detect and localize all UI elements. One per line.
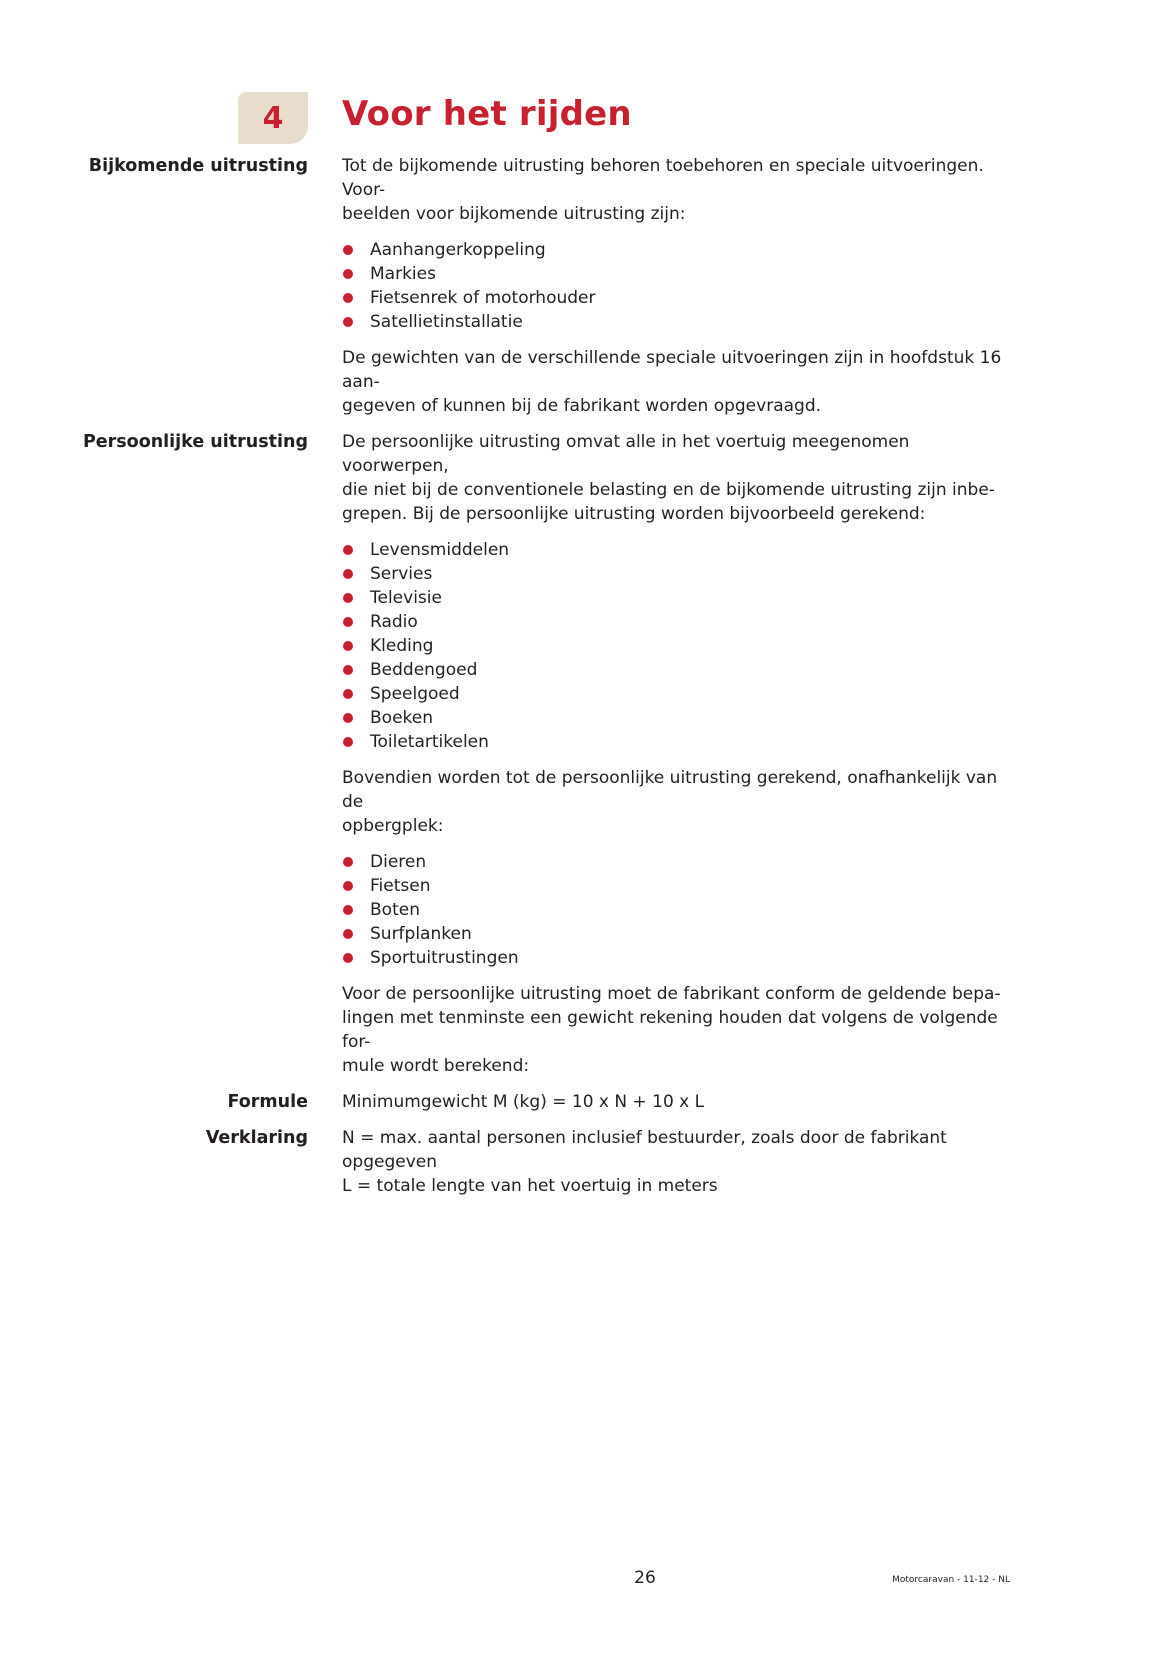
- list-item: Toiletartikelen: [342, 730, 1012, 754]
- section-formule: [0, 1090, 1166, 1114]
- section-body: [342, 1090, 1012, 1114]
- chapter-number-tab: [238, 92, 308, 144]
- bullet-list: [342, 538, 1012, 754]
- bullet-list: [342, 238, 1012, 334]
- section-body: [342, 154, 1012, 418]
- list-item: Dieren: [342, 850, 1012, 874]
- list-item: Satellietinstallatie: [342, 310, 1012, 334]
- text-line: Tot de bijkomende uitrusting behoren toebehoren en speciale uitvoeringen. Voor-: [342, 156, 984, 200]
- bullet-icon: [343, 569, 353, 579]
- bullet-icon: [343, 953, 353, 963]
- section-verklaring: [0, 1126, 1166, 1198]
- text-line: De gewichten van de verschillende speciale uitvoeringen zijn in hoofdstuk 16 aan-: [342, 348, 1002, 392]
- list-item: Boeken: [342, 706, 1012, 730]
- bullet-icon: [343, 713, 353, 723]
- text-line: Bovendien worden tot de persoonlijke uitrusting gerekend, onafhankelijk van de: [342, 768, 998, 812]
- section-label: Verklaring: [205, 1128, 308, 1148]
- bullet-list: [342, 850, 1012, 970]
- text-line: die niet bij de conventionele belasting en de bijkomende uitrusting zijn inbe-: [342, 480, 995, 500]
- list-item: Aanhangerkoppeling: [342, 238, 1012, 262]
- bullet-icon: [343, 545, 353, 555]
- text-line: gegeven of kunnen bij de fabrikant worden opgevraagd.: [342, 396, 822, 416]
- section-persoonlijke-uitrusting: [0, 430, 1166, 1078]
- text-line: Voor de persoonlijke uitrusting moet de fabrikant conform de geldende bepa-: [342, 984, 1001, 1004]
- bullet-icon: [343, 617, 353, 627]
- list-item: Televisie: [342, 586, 1012, 610]
- bullet-icon: [343, 857, 353, 867]
- text-line: mule wordt berekend:: [342, 1056, 530, 1076]
- list-item: Beddengoed: [342, 658, 1012, 682]
- list-item: Fietsenrek of motorhouder: [342, 286, 1012, 310]
- list-item: Surfplanken: [342, 922, 1012, 946]
- bullet-icon: [343, 269, 353, 279]
- section-label: Persoonlijke uitrusting: [82, 432, 308, 452]
- text-line: L = totale lengte van het voertuig in meters: [342, 1176, 718, 1196]
- bullet-icon: [343, 641, 353, 651]
- bullet-icon: [343, 689, 353, 699]
- list-item: Markies: [342, 262, 1012, 286]
- list-item: Kleding: [342, 634, 1012, 658]
- paragraph: [342, 430, 1012, 526]
- text-line: N = max. aantal personen inclusief bestuurder, zoals door de fabrikant opgegeven: [342, 1128, 947, 1172]
- list-item: Sportuitrustingen: [342, 946, 1012, 970]
- section-label: Bijkomende uitrusting: [88, 156, 308, 176]
- chapter-number: 4: [262, 100, 284, 136]
- section-body: [342, 1126, 1012, 1198]
- list-item: Speelgoed: [342, 682, 1012, 706]
- document-id: Motorcaravan - 11-12 - NL: [892, 1575, 1010, 1585]
- text-line: De persoonlijke uitrusting omvat alle in het voertuig meegenomen voorwerpen,: [342, 432, 910, 476]
- text-line: grepen. Bij de persoonlijke uitrusting worden bijvoorbeeld gerekend:: [342, 504, 926, 524]
- list-item: Fietsen: [342, 874, 1012, 898]
- list-item: Levensmiddelen: [342, 538, 1012, 562]
- bullet-icon: [343, 665, 353, 675]
- section-bijkomende-uitrusting: [0, 154, 1166, 418]
- bullet-icon: [343, 317, 353, 327]
- list-item: Boten: [342, 898, 1012, 922]
- bullet-icon: [343, 881, 353, 891]
- text-line: beelden voor bijkomende uitrusting zijn:: [342, 204, 686, 224]
- chapter-title: Voor het rijden: [342, 94, 632, 134]
- section-body: [342, 430, 1012, 1078]
- bullet-icon: [343, 737, 353, 747]
- paragraph: [342, 346, 1012, 418]
- text-line: lingen met tenminste een gewicht rekening houden dat volgens de volgende for-: [342, 1008, 998, 1052]
- text-line: opbergplek:: [342, 816, 444, 836]
- bullet-icon: [343, 293, 353, 303]
- bullet-icon: [343, 593, 353, 603]
- list-item: Servies: [342, 562, 1012, 586]
- paragraph: [342, 766, 1012, 838]
- bullet-icon: [343, 929, 353, 939]
- paragraph: [342, 1126, 1012, 1198]
- page-number: 26: [634, 1568, 656, 1588]
- bullet-icon: [343, 245, 353, 255]
- page-content: [0, 154, 1166, 1210]
- formula-text: Minimumgewicht M (kg) = 10 x N + 10 x L: [342, 1092, 705, 1112]
- paragraph: [342, 982, 1012, 1078]
- section-label: Formule: [227, 1092, 308, 1112]
- list-item: Radio: [342, 610, 1012, 634]
- bullet-icon: [343, 905, 353, 915]
- paragraph: [342, 154, 1012, 226]
